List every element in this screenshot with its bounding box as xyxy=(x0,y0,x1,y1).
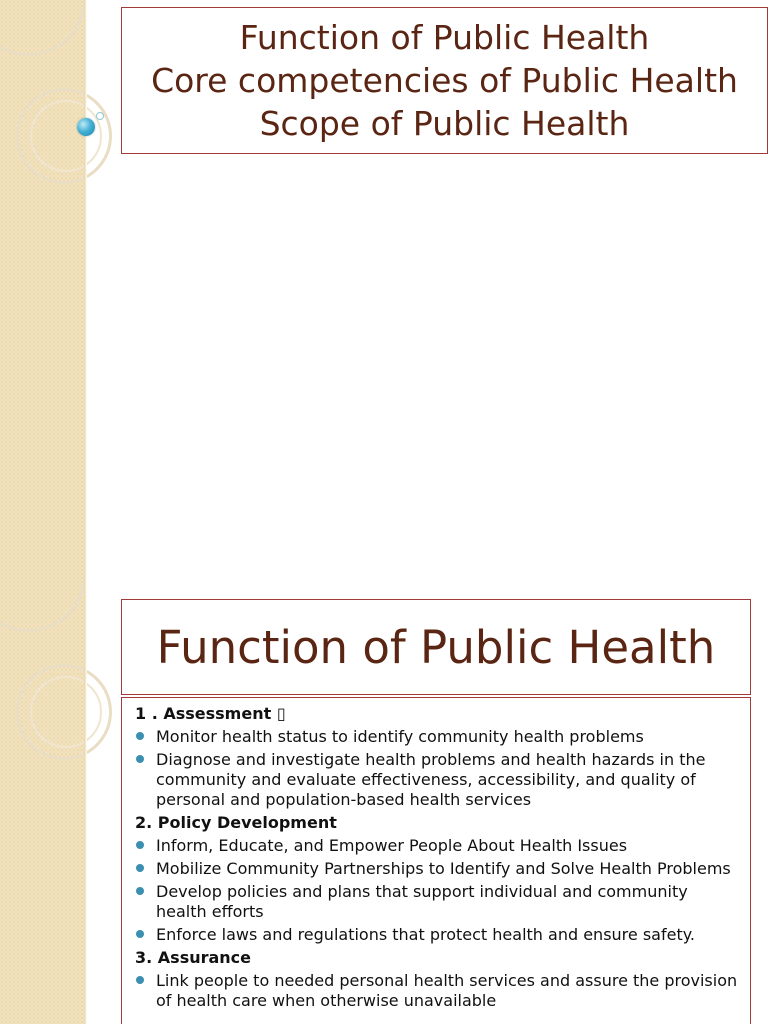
slide-1-title xyxy=(121,7,768,154)
bullet-item: Develop policies and plans that support individual and community health efforts xyxy=(135,882,738,922)
section-heading: 2. Policy Development xyxy=(135,813,337,832)
title-line: Core competencies of Public Health xyxy=(151,61,738,100)
small-circle-icon xyxy=(96,112,104,120)
slide-2 xyxy=(0,576,768,1024)
slide-2-title-text: Function of Public Health xyxy=(156,620,716,674)
decorative-sidebar xyxy=(0,0,85,576)
sidebar-edge xyxy=(84,0,87,576)
bullet-item: Mobilize Community Partnerships to Identify and Solve Health Problems xyxy=(135,859,738,879)
decorative-sidebar xyxy=(0,576,85,1024)
slide-2-content xyxy=(121,697,751,1024)
sidebar-edge xyxy=(84,576,87,1024)
bullet-item: Link people to needed personal health services and assure the provision of health care when otherwise unavailable xyxy=(135,971,738,1011)
decorative-ring-icon xyxy=(30,676,102,748)
decorative-ring-icon xyxy=(0,576,86,632)
decorative-ring-icon xyxy=(0,0,86,56)
bullet-item: Monitor health status to identify community health problems xyxy=(135,727,738,747)
section-heading: 1 . Assessment ▯ xyxy=(135,704,286,723)
section-heading: 3. Assurance xyxy=(135,948,252,967)
bullet-item: Inform, Educate, and Empower People About Health Issues xyxy=(135,836,738,856)
bullet-item: Enforce laws and regulations that protect health and ensure safety. xyxy=(135,925,738,945)
title-line: Function of Public Health xyxy=(239,18,650,57)
title-line: Scope of Public Health xyxy=(259,104,630,143)
blue-dot-icon xyxy=(77,118,95,136)
decorative-ring-icon xyxy=(30,100,102,172)
bullet-item: Diagnose and investigate health problems and health hazards in the community and evaluate effectiveness, accessibility, and quality of personal and population-based health services xyxy=(135,750,738,810)
slide-2-title xyxy=(121,599,751,695)
